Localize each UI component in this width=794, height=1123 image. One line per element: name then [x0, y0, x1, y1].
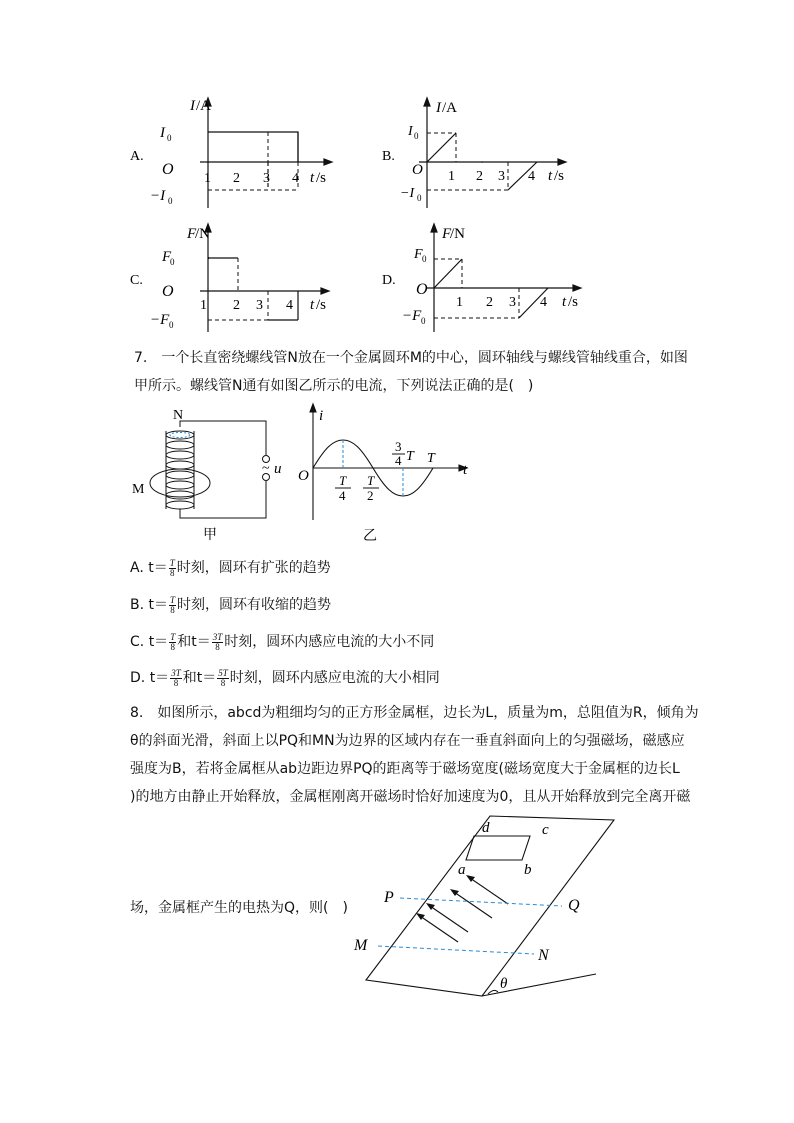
option-label: B.: [382, 149, 395, 164]
tick-label: 2: [233, 171, 240, 186]
tick-label: 1: [204, 171, 211, 186]
graph-b: [372, 90, 602, 215]
q7-option-b: [130, 595, 331, 615]
option-text: 时刻，圆环内感应电流的大小相同: [229, 670, 440, 686]
t-over-4-num: T: [339, 473, 347, 488]
q8-line-1: 8. 如图所示，abcd为粗细均匀的正方形金属框，边长为L，质量为m，总阻值为R，倾角为: [130, 705, 699, 721]
label-c: c: [542, 822, 549, 838]
label-u: u: [274, 461, 282, 477]
option-label: C.: [130, 634, 145, 650]
i0-sub: 0: [414, 131, 419, 141]
graph-c: [120, 218, 350, 336]
three-quarter-num: 3: [395, 439, 402, 454]
y-axis-label: I: [436, 100, 441, 116]
q7-option-d: [130, 668, 440, 688]
option-mid: 和t＝: [182, 670, 217, 686]
tilde-symbol: ~: [262, 461, 270, 476]
frac-den: 8: [170, 604, 175, 615]
x-axis-label: t: [310, 297, 315, 313]
x-axis-unit: /s: [316, 170, 327, 186]
figure-yi: [295, 400, 480, 545]
label-t: t: [463, 462, 468, 478]
frac-num: T: [170, 631, 176, 642]
label-a: a: [458, 862, 466, 878]
graph-d: [372, 218, 602, 336]
x-axis-label: t: [310, 170, 315, 186]
neg-i0-label: −I: [400, 186, 415, 201]
fraction: [170, 669, 182, 688]
option-pre: t＝: [149, 670, 170, 686]
q8-line-2: θ的斜面光滑，斜面上以PQ和MN为边界的区域内存在一垂直斜面向上的匀强磁场，磁感应: [130, 733, 685, 749]
neg-i0-label: −I: [150, 188, 166, 204]
caption-jia: 甲: [203, 528, 217, 543]
frac-num: 3T: [171, 667, 181, 678]
label-O: O: [298, 468, 309, 484]
option-pre: t＝: [148, 560, 168, 576]
label-d: d: [482, 820, 490, 836]
option-label: A.: [130, 149, 144, 164]
q7-line-2: 甲所示。螺线管N通有如图乙所示的电流，下列说法正确的是( ): [134, 378, 534, 394]
origin-label: O: [412, 162, 423, 178]
q7-line-1: 7. 一个长直密绕螺线管N放在一个金属圆环M的中心，圆环轴线与螺线管轴线重合，如图: [134, 350, 688, 366]
x-axis-unit: /s: [316, 297, 327, 313]
f0-label: F: [162, 249, 172, 265]
frac-den: 8: [220, 677, 226, 688]
label-b: b: [524, 862, 532, 878]
y-axis-label: F: [442, 226, 452, 242]
y-axis-label: F: [187, 226, 197, 242]
origin-label: O: [162, 161, 174, 178]
t-over-4-den: 4: [339, 488, 346, 503]
tick-label: 4: [286, 298, 293, 313]
tick-label: 3: [256, 298, 263, 313]
tick-label: 3: [498, 169, 505, 184]
frac-num: T: [169, 557, 175, 568]
neg-f0-label: −F: [150, 312, 170, 328]
y-axis-unit: /N: [450, 226, 465, 242]
y-axis-label: I: [190, 98, 195, 114]
y-axis-unit: /N: [195, 226, 210, 242]
tick-label: 4: [540, 295, 547, 310]
q7-option-a: [130, 558, 331, 578]
t-over-2-den: 2: [367, 488, 374, 503]
figure-jia: [128, 405, 288, 545]
frac-num: 5T: [218, 667, 228, 678]
caption-yi: 乙: [363, 529, 377, 544]
option-pre: t＝: [148, 597, 169, 613]
tick-label: 2: [486, 295, 493, 310]
x-axis-unit: /s: [554, 168, 565, 184]
i0-label: I: [408, 124, 413, 139]
i0-label: I: [160, 125, 165, 141]
t-over-2-num: T: [367, 473, 375, 488]
option-text: 时刻，圆环内感应电流的大小不同: [224, 634, 435, 650]
f0-sub: 0: [422, 254, 427, 264]
tick-label: 1: [448, 169, 455, 184]
fraction: [169, 633, 176, 652]
label-Q: Q: [568, 897, 580, 914]
label-theta: θ: [500, 976, 508, 992]
origin-label: O: [162, 283, 174, 300]
tick-label: 4: [292, 171, 299, 186]
frac-num: T: [170, 594, 176, 605]
q7-option-c: [130, 632, 434, 652]
origin-label: O: [416, 281, 428, 298]
neg-i0-sub: 0: [417, 193, 422, 203]
x-axis-unit: /s: [568, 294, 579, 310]
label-T: T: [427, 451, 435, 466]
fraction: [169, 559, 176, 578]
x-axis-label: t: [562, 294, 567, 310]
label-M: M: [132, 482, 145, 497]
option-text: 时刻，圆环有扩张的趋势: [176, 560, 331, 576]
neg-i0-sub: 0: [168, 196, 173, 206]
tick-label: 3: [509, 295, 516, 310]
graph-a: [120, 90, 350, 215]
frac-den: 8: [215, 641, 220, 652]
frac-den: 8: [170, 641, 175, 652]
fraction: [212, 633, 224, 652]
neg-f0-sub: 0: [421, 316, 426, 326]
frac-num: 3T: [212, 631, 223, 642]
q8-line-4: )的地方由静止开始释放，金属框刚离开磁场时恰好加速度为0，且从开始释放到完全离开磁: [130, 789, 691, 805]
label-M: M: [354, 937, 368, 954]
y-axis-unit: /A: [196, 98, 211, 114]
option-label: D.: [130, 670, 146, 686]
label-N: N: [538, 947, 549, 964]
option-mid: 和t＝: [177, 634, 211, 650]
tick-label: 2: [233, 298, 240, 313]
q8-line-5: 场，金属框产生的电热为Q，则( ): [130, 900, 348, 916]
tick-label: 4: [528, 169, 535, 184]
f0-sub: 0: [170, 257, 175, 267]
fraction: [169, 596, 176, 615]
option-label: A.: [130, 560, 144, 576]
frac-den: 8: [169, 567, 175, 578]
option-label: B.: [130, 597, 145, 613]
i0-sub: 0: [167, 133, 172, 143]
label-N: N: [173, 408, 184, 423]
y-axis-unit: /A: [442, 100, 457, 116]
option-label: D.: [382, 273, 396, 288]
tick-label: 1: [200, 298, 207, 313]
three-quarter-den: 4: [395, 453, 402, 468]
tick-label: 2: [476, 169, 483, 184]
fraction: [217, 669, 229, 688]
label-P: P: [384, 889, 394, 906]
tick-label: 1: [456, 295, 463, 310]
x-axis-label: t: [548, 168, 553, 184]
label-3T4-T: T: [406, 449, 414, 464]
tick-label: 3: [263, 171, 270, 186]
option-label: C.: [130, 273, 143, 288]
neg-f0-label: −F: [402, 308, 422, 324]
option-text: 时刻，圆环有收缩的趋势: [177, 597, 332, 613]
option-pre: t＝: [148, 634, 169, 650]
f0-label: F: [414, 247, 423, 262]
label-i: i: [319, 408, 324, 424]
q8-line-3: 强度为B，若将金属框从ab边距边界PQ的距离等于磁场宽度(磁场宽度大于金属框的边长L: [130, 761, 680, 777]
neg-f0-sub: 0: [169, 320, 174, 330]
figure-incline: [350, 812, 620, 1004]
frac-den: 8: [173, 677, 179, 688]
